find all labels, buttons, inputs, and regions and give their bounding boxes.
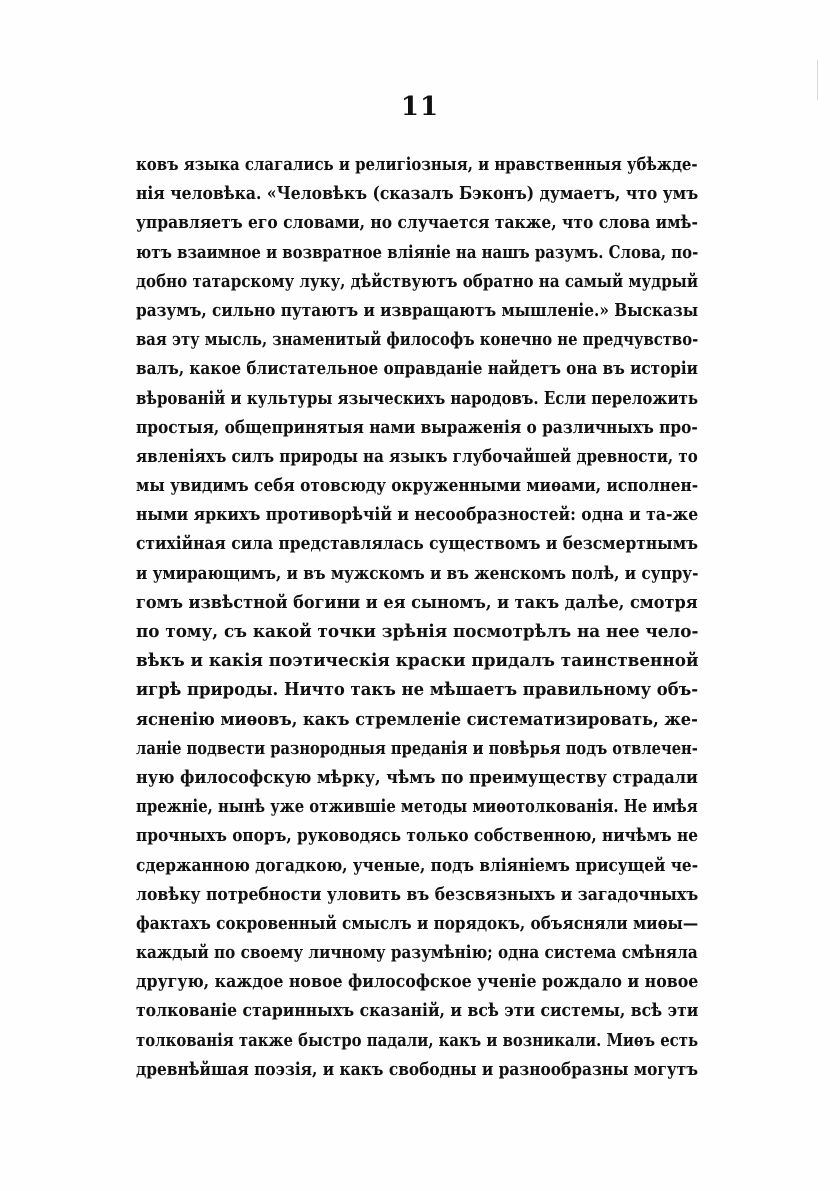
text-line: простыя, общепринятыя нами выраженія о различныхъ про- [136, 416, 698, 438]
text-line: гомъ извѣстной богини и ея сыномъ, и такъ далѣе, смотря [136, 591, 698, 613]
text-line: толкованія также быстро падали, какъ и возникали. Миѳъ есть [136, 1029, 698, 1051]
text-line: нія человѣка. «Человѣкъ (сказалъ Бэконъ) думаетъ, что умъ [136, 183, 698, 205]
text-line: ютъ взаимное и возвратное вліяніе на нашъ разумъ. Слова, по- [136, 241, 698, 263]
text-line: разумъ, сильно путаютъ и извращаютъ мышленіе.» Высказы [136, 299, 698, 321]
text-line: вѣкъ и какія поэтическія краски придалъ таинственной [136, 650, 698, 672]
text-line: стихійная сила представлялась существомъ и безсмертнымъ [136, 533, 698, 555]
text-line: ковъ языка слагались и религіозныя, и нравственныя убѣжде- [136, 154, 698, 175]
text-line: толкованіе старинныхъ сказаній, и всѣ эти системы, всѣ эти [136, 1000, 698, 1022]
text-line: вая эту мысль, знаменитый философъ конечно не предчувство- [136, 329, 698, 351]
page-number: 11 [400, 92, 440, 122]
text-line: ясненію миѳовъ, какъ стремленіе систематизировать, же- [136, 708, 698, 730]
text-line: прежніе, нынѣ уже отжившіе методы миѳотолкованія. Не имѣя [136, 796, 698, 818]
text-line: по тому, съ какой точки зрѣнія посмотрѣлъ на нее чело- [136, 621, 698, 642]
text-line: прочныхъ опоръ, руководясь только собственною, ничѣмъ не [136, 825, 698, 847]
text-line: каждый по своему личному разумѣнію; одна система смѣняла [136, 942, 698, 964]
body-text [136, 150, 698, 1084]
text-line: и умирающимъ, и въ мужскомъ и въ женскомъ полѣ, и супру- [136, 562, 698, 584]
text-line: ную философскую мѣрку, чѣмъ по преимуществу страдали [136, 766, 698, 788]
text-line: добно татарскому луку, дѣйствуютъ обратно на самый мудрый [136, 270, 698, 292]
text-line: ловѣку потребности уловить въ безсвязныхъ и загадочныхъ [136, 883, 698, 905]
text-line: другую, каждое новое философское ученіе рождало и новое [136, 971, 698, 993]
text-line: игрѣ природы. Ничто такъ не мѣшаетъ правильному объ- [136, 679, 698, 701]
text-line: фактахъ сокровенный смыслъ и порядокъ, объясняли миѳы— [136, 912, 698, 934]
text-line: явленіяхъ силъ природы на языкъ глубочайшей древности, то [136, 445, 698, 467]
text-line: ланіе подвести разнородныя преданія и повѣрья подъ отвлечен- [136, 737, 698, 759]
text-line: мы увидимъ себя отовсюду окруженными миѳами, исполнен- [136, 475, 698, 497]
text-line: валъ, какое блистательное оправданіе найдетъ она въ исторіи [136, 358, 698, 380]
text-line: управляетъ его словами, но случается также, что слова имѣ- [136, 212, 698, 234]
text-line: древнѣйшая поэзія, и какъ свободны и разнообразны могутъ [136, 1058, 698, 1080]
text-line: ными яркихъ противорѣчій и несообразностей: одна и та-же [136, 504, 698, 526]
text-line: вѣрованій и культуры языческихъ народовъ. Если переложить [136, 387, 698, 409]
text-line: сдержанною догадкою, ученые, подъ вліяніемъ присущей че- [136, 854, 698, 876]
